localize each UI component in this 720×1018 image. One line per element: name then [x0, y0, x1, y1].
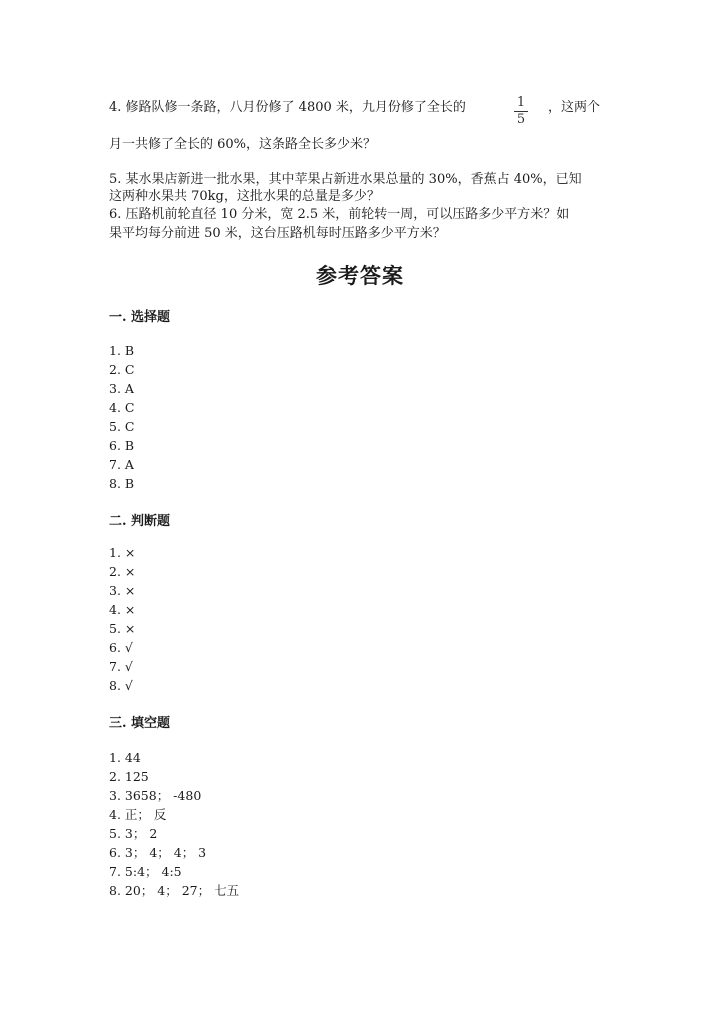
answer-item: 3. A — [109, 381, 134, 396]
answer-item: 2. × — [109, 564, 136, 579]
answer-item: 8. B — [109, 476, 135, 491]
answer-item: 7. √ — [109, 659, 133, 674]
question-4-line-1-tail: ，这两个 — [548, 100, 601, 115]
answer-item: 3. 3658； -480 — [109, 788, 202, 803]
answer-list-judgment — [109, 543, 135, 695]
answer-list-fill-blank — [109, 748, 239, 900]
answer-item: 4. 正； 反 — [109, 807, 167, 822]
question-5-line-2: 这两种水果共 70kg，这批水果的总量是多少？ — [109, 189, 380, 204]
answer-key-title: 参考答案 — [316, 263, 404, 288]
section-title-fill-blank: 三. 填空题 — [109, 716, 171, 731]
answer-item: 2. 125 — [109, 769, 149, 784]
answer-item: 5. × — [109, 621, 136, 636]
answer-item: 1. × — [109, 545, 136, 560]
answer-item: 6. √ — [109, 640, 133, 655]
answer-item: 7. A — [109, 457, 134, 472]
answer-item: 4. × — [109, 602, 136, 617]
answer-item: 2. C — [109, 362, 135, 377]
question-5-line-1: 5. 某水果店新进一批水果，其中苹果占新进水果总量的 30%，香蕉占 40%，已知 — [109, 172, 582, 187]
question-4-line-2: 月一共修了全长的 60%，这条路全长多少米？ — [109, 137, 377, 152]
answer-item: 4. C — [109, 400, 135, 415]
answer-item: 5. C — [109, 419, 135, 434]
answer-item: 7. 5:4； 4:5 — [109, 864, 182, 879]
answer-item: 8. 20； 4； 27； 七五 — [109, 883, 240, 898]
fraction-denominator: 5 — [516, 112, 526, 127]
answer-item: 5. 3； 2 — [109, 826, 158, 841]
section-title-choice: 一. 选择题 — [109, 310, 171, 325]
question-6-line-1: 6. 压路机前轮直径 10 分米，宽 2.5 米，前轮转一周，可以压路多少平方米？如 — [109, 207, 570, 222]
answer-item: 8. √ — [109, 678, 133, 693]
answer-item: 6. 3； 4； 4； 3 — [109, 845, 207, 860]
fraction-numerator: 1 — [516, 95, 526, 110]
answer-item: 1. 44 — [109, 750, 141, 765]
answer-item: 1. B — [109, 343, 135, 358]
question-4-fraction — [511, 96, 531, 127]
answer-item: 6. B — [109, 438, 135, 453]
answer-item: 3. × — [109, 583, 136, 598]
question-6-line-2: 果平均每分前进 50 米，这台压路机每时压路多少平方米？ — [109, 226, 446, 241]
answer-list-choice — [109, 341, 134, 493]
section-title-judgment: 二. 判断题 — [109, 514, 171, 529]
question-4-line-1: 4. 修路队修一条路，八月份修了 4800 米，九月份修了全长的 — [109, 100, 466, 115]
